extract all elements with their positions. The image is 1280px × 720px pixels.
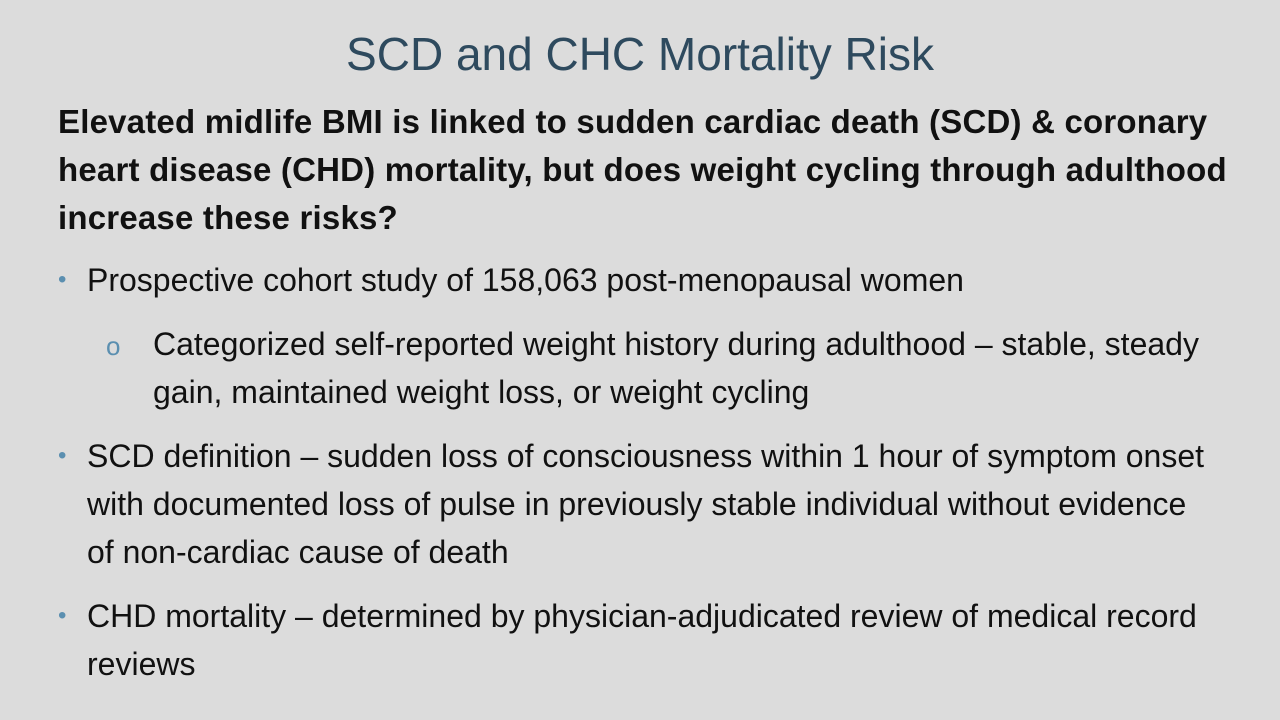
sub-bullet-marker-icon: o [106, 331, 121, 361]
lead-question: Elevated midlife BMI is linked to sudden cardiac death (SCD) & coronary heart disease (CHD) mortality, but does weight cycling through adulthood increase these risks? [58, 103, 1227, 236]
bullet-marker-icon: • [58, 266, 67, 293]
bullet-text: Prospective cohort study of 158,063 post-menopausal women [87, 262, 964, 298]
bullet-marker-icon: • [58, 602, 67, 629]
bullet-marker-icon: • [58, 442, 67, 469]
bullet-text: SCD definition – sudden loss of consciousness within 1 hour of symptom onset with documented loss of pulse in previously stable individual without evidence of non-cardiac cause of death [87, 438, 1205, 570]
sub-bullet-text: Categorized self-reported weight history during adulthood – stable, steady gain, maintained weight loss, or weight cycling [153, 326, 1199, 410]
bullet-text: CHD mortality – determined by physician-adjudicated review of medical record reviews [87, 598, 1197, 682]
slide-title: SCD and CHC Mortality Risk [346, 28, 934, 80]
